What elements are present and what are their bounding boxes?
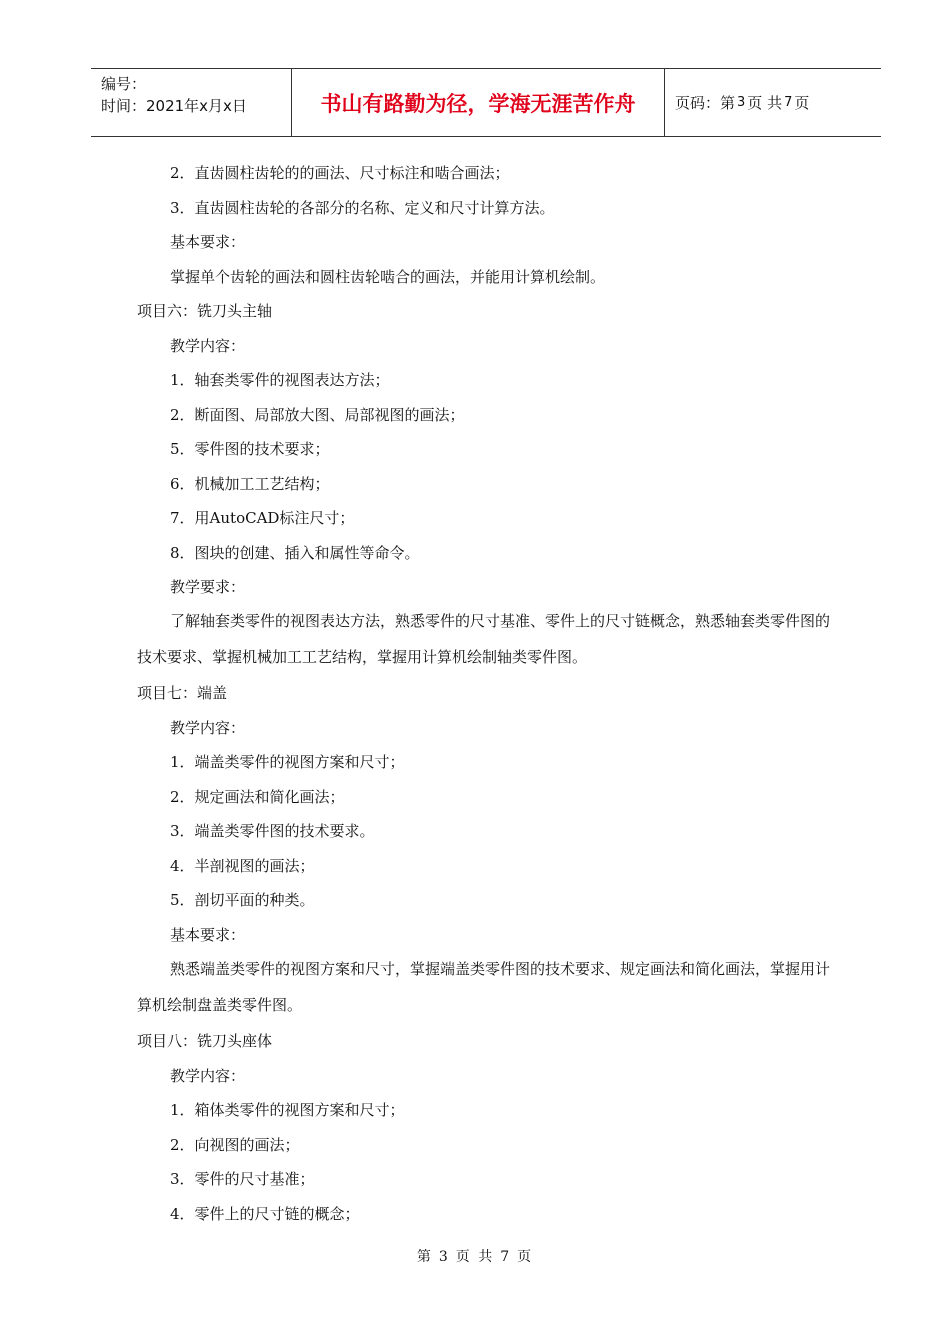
footer-page-total: 7 [500,1249,512,1265]
list-item: 4．零件上的尺寸链的概念； [170,1205,360,1223]
list-item: 1．端盖类零件的视图方案和尺寸； [170,753,405,771]
section-label: 基本要求： [170,926,246,944]
list-item: 3．直齿圆柱齿轮的各部分的名称、定义和尺寸计算方法。 [170,199,555,217]
list-item: 2．断面图、局部放大图、局部视图的画法； [170,406,465,424]
section-heading: 项目六：铣刀头主轴 [137,302,273,320]
page-total: 7 [784,95,793,110]
list-item: 3．零件的尺寸基准； [170,1170,315,1188]
section-label: 教学内容： [170,719,246,737]
footer-page-number: 3 [438,1249,450,1265]
paragraph: 掌握单个齿轮的画法和圆柱齿轮啮合的画法，并能用计算机绘制。 [170,268,606,286]
list-item: 5．剖切平面的种类。 [170,891,315,909]
list-item: 2．直齿圆柱齿轮的的画法、尺寸标注和啮合画法； [170,164,510,182]
section-label: 教学要求： [170,578,246,596]
page-footer [0,1246,950,1266]
section-label: 基本要求： [170,233,246,251]
serial-label: 编号： [101,75,147,93]
list-item: 3．端盖类零件图的技术要求。 [170,822,375,840]
list-item: 1．轴套类零件的视图表达方法； [170,371,390,389]
time-label: 时间：2021年x月x日 [101,97,247,115]
paragraph: 了解轴套类零件的视图表达方法，熟悉零件的尺寸基准、零件上的尺寸链概念，熟悉轴套类零件图的技术要求、掌握机械加工工艺结构，掌握用计算机绘制轴类零件图。 [137,612,831,666]
section-heading: 项目七：端盖 [137,684,228,702]
list-item: 2．规定画法和简化画法； [170,788,345,806]
footer-suffix: 页 [517,1249,534,1265]
page-suffix: 页 [794,94,810,112]
page-number: 3 [737,95,746,110]
list-item: 8．图块的创建、插入和属性等命令。 [170,544,420,562]
page-prefix: 页码：第 [675,94,736,112]
list-item: 2．向视图的画法； [170,1136,300,1154]
section-label: 教学内容： [170,337,246,355]
footer-prefix: 第 [416,1249,433,1265]
header-motto: 书山有路勤为径，学海无涯苦作舟 [320,91,636,116]
list-item: 5．零件图的技术要求； [170,440,330,458]
list-item: 6．机械加工工艺结构； [170,475,330,493]
page-header [91,68,881,137]
header-page-info [665,69,881,136]
list-item: 7．用AutoCAD标注尺寸； [170,509,355,527]
section-heading: 项目八：铣刀头座体 [137,1032,273,1050]
header-motto-cell [292,69,665,136]
paragraph: 熟悉端盖类零件的视图方案和尺寸，掌握端盖类零件图的技术要求、规定画法和简化画法，掌握用计算机绘制盘盖类零件图。 [137,960,831,1014]
header-meta [91,69,292,136]
page-mid: 页 共 [747,94,783,112]
list-item: 1．箱体类零件的视图方案和尺寸； [170,1101,405,1119]
footer-mid: 页 共 [455,1249,495,1265]
list-item: 4．半剖视图的画法； [170,857,315,875]
section-label: 教学内容： [170,1067,246,1085]
